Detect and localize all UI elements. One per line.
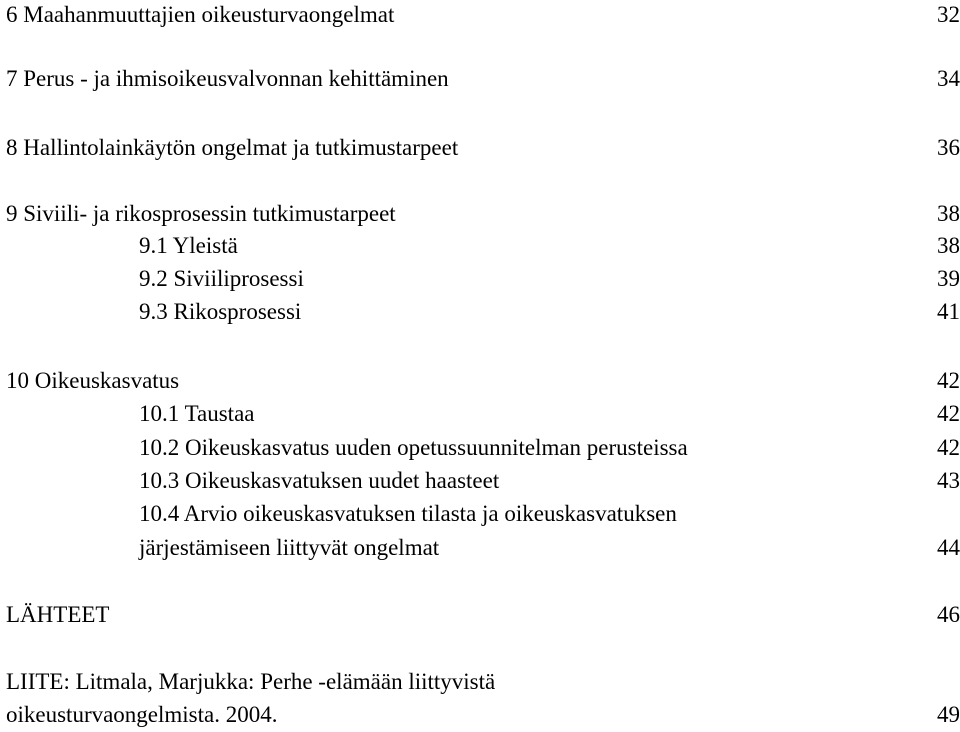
toc-entry-page: 42 [937, 401, 960, 426]
toc-entry [0, 399, 960, 429]
toc-entry-page: 49 [937, 702, 960, 727]
toc-entry-title: 9.3 Rikosprosessi [139, 299, 302, 324]
toc-entry-title: 9.2 Siviiliprosessi [139, 266, 304, 291]
toc-entry-title: LÄHTEET [6, 602, 110, 627]
toc-entry-page: 38 [937, 233, 960, 258]
toc-entry-page: 44 [937, 535, 960, 560]
toc-entry-title: 6 Maahanmuuttajien oikeusturvaongelmat [6, 2, 395, 27]
toc-entry [0, 231, 960, 261]
toc-entry [0, 533, 960, 563]
toc-entry-title: 10 Oikeuskasvatus [6, 368, 180, 393]
toc-entry [0, 0, 960, 30]
toc-entry-title: 10.3 Oikeuskasvatuksen uudet haasteet [139, 468, 500, 493]
toc-entry-title: 10.1 Taustaa [139, 401, 255, 426]
toc-entry-title: 7 Perus - ja ihmisoikeusvalvonnan kehittäminen [6, 66, 449, 91]
toc-entry-page: 46 [937, 602, 960, 627]
toc-entry-title: oikeusturvaongelmista. 2004. [6, 702, 278, 727]
toc-entry-page: 38 [937, 201, 960, 226]
toc-entry-title: LIITE: Litmala, Marjukka: Perhe -elämään liittyvistä [6, 669, 496, 694]
toc-entry [0, 264, 960, 294]
toc-entry-title: järjestämiseen liittyvät ongelmat [139, 535, 440, 560]
toc-entry [0, 64, 960, 94]
toc-entry [0, 600, 960, 630]
toc-entry [0, 133, 960, 163]
toc-entry-page: 39 [937, 266, 960, 291]
toc-entry [0, 199, 960, 229]
toc-entry-page: 34 [937, 66, 960, 91]
toc-entry [0, 499, 960, 529]
toc-entry-page: 32 [937, 2, 960, 27]
toc-entry-page: 43 [937, 468, 960, 493]
toc-entry [0, 466, 960, 496]
toc-entry-title: 9 Siviili- ja rikosprosessin tutkimustarpeet [6, 201, 396, 226]
toc-entry [0, 667, 960, 697]
toc-entry-title: 10.4 Arvio oikeuskasvatuksen tilasta ja oikeuskasvatuksen [139, 501, 677, 526]
toc-entry-title: 10.2 Oikeuskasvatus uuden opetussuunnitelman perusteissa [139, 435, 688, 460]
toc-entry-page: 42 [937, 368, 960, 393]
toc-entry-page: 42 [937, 435, 960, 460]
toc-entry-page: 36 [937, 135, 960, 160]
toc-entry [0, 700, 960, 730]
toc-entry [0, 433, 960, 463]
toc-entry-page: 41 [937, 299, 960, 324]
toc-entry-title: 8 Hallintolainkäytön ongelmat ja tutkimustarpeet [6, 135, 459, 160]
toc-entry-title: 9.1 Yleistä [139, 233, 238, 258]
toc-entry [0, 297, 960, 327]
toc-entry [0, 366, 960, 396]
